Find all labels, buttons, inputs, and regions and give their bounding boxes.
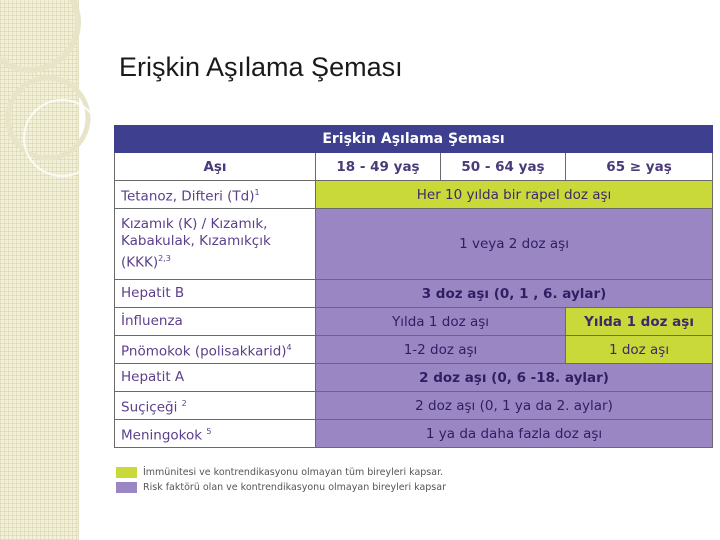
schedule-cell: 1-2 doz aşı — [316, 336, 566, 364]
vaccine-name: Tetanoz, Difteri $(Td)^1$ — [115, 181, 316, 209]
table-row — [115, 308, 713, 336]
legend — [116, 465, 446, 495]
table-row — [115, 181, 713, 209]
schedule-cell: 3 doz aşı (0, 1 , 6. aylar) — [316, 280, 713, 308]
table-row — [115, 364, 713, 392]
table-title-row — [115, 126, 713, 153]
vaccine-name: Suçiçeği $^2$ — [115, 392, 316, 420]
vaccine-name: Pnömokok (polisakkarid)$^4$ — [115, 336, 316, 364]
legend-item — [116, 465, 446, 480]
table-row — [115, 209, 713, 280]
vaccine-name: Kızamık (K) / Kızamık, Kabakulak, Kızamıkçık (KKK)$^{2,3}$ — [115, 209, 316, 280]
table-row — [115, 420, 713, 448]
schedule-cell: 1 ya da daha fazla doz aşı — [316, 420, 713, 448]
table-header-row — [115, 153, 713, 181]
table-row — [115, 280, 713, 308]
schedule-cell: 1 doz aşı — [566, 336, 713, 364]
table-row — [115, 336, 713, 364]
column-header-65-plus: 65 ≥ yaş — [566, 153, 713, 181]
vaccine-name: Meningokok $^5$ — [115, 420, 316, 448]
table-title: Erişkin Aşılama Şeması — [115, 126, 713, 153]
column-header-vaccine: Aşı — [115, 153, 316, 181]
vaccine-name: İnfluenza — [115, 308, 316, 336]
legend-item — [116, 480, 446, 495]
vaccine-name: Hepatit B — [115, 280, 316, 308]
schedule-cell: Yılda 1 doz aşı — [566, 308, 713, 336]
page-title: Erişkin Aşılama Şeması — [119, 52, 403, 82]
column-header-50-64: 50 - 64 yaş — [441, 153, 566, 181]
column-header-18-49: 18 - 49 yaş — [316, 153, 441, 181]
vaccination-schedule-table — [114, 125, 713, 448]
schedule-cell: 2 doz aşı (0, 1 ya da 2. aylar) — [316, 392, 713, 420]
table-row — [115, 392, 713, 420]
schedule-cell: 1 veya 2 doz aşı — [316, 209, 713, 280]
legend-label: İmmünitesi ve kontrendikasyonu olmayan tüm bireyleri kapsar. — [143, 467, 444, 478]
schedule-cell: Her 10 yılda bir rapel doz aşı — [316, 181, 713, 209]
legend-label: Risk faktörü olan ve kontrendikasyonu olmayan bireyleri kapsar — [143, 482, 446, 493]
schedule-cell: Yılda 1 doz aşı — [316, 308, 566, 336]
schedule-cell: 2 doz aşı (0, 6 -18. aylar) — [316, 364, 713, 392]
legend-swatch-purple — [116, 482, 137, 493]
vaccine-name: Hepatit A — [115, 364, 316, 392]
legend-swatch-green — [116, 467, 137, 478]
